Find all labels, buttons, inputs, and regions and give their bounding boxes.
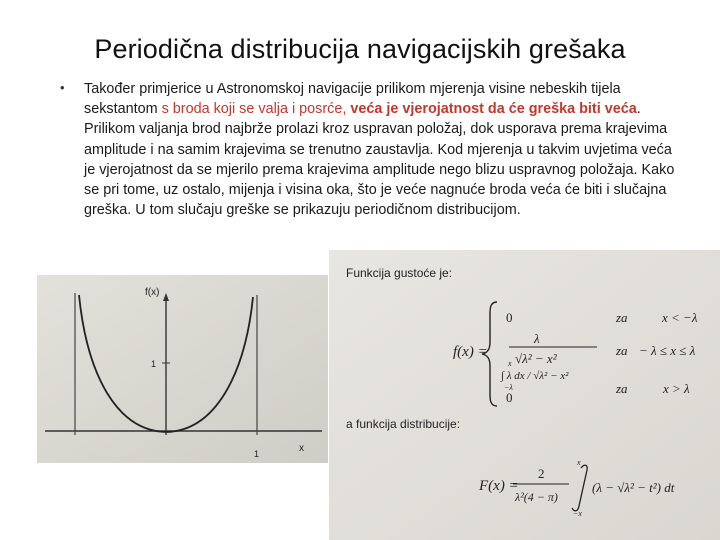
density-za-1: za xyxy=(616,310,628,325)
density-case3-integral: ∫ λ dx / √λ² − x² xyxy=(501,370,569,382)
distribution-lower: −x xyxy=(573,509,582,518)
graph-x-tick: 1 xyxy=(254,449,260,459)
density-cond-3: x > λ xyxy=(663,381,690,396)
graph-x-label: x xyxy=(299,443,304,454)
graph-y-label: f(x) xyxy=(145,287,160,298)
density-heading: Funkcija gustoće je: xyxy=(346,266,453,280)
distribution-upper: x xyxy=(577,458,581,467)
density-case4-value: 0 xyxy=(506,390,513,405)
slide-title: Periodična distribucija navigacijskih grešaka xyxy=(94,34,626,64)
distribution-integrand: (λ − √λ² − t²) dt xyxy=(592,480,675,495)
distribution-lhs: F(x) = xyxy=(479,478,519,494)
density-case3-lower: −λ xyxy=(504,383,513,392)
density-za-2: za xyxy=(616,343,628,358)
density-case2-denominator: √λ² − x² xyxy=(515,351,557,366)
density-case2-numerator: λ xyxy=(534,331,540,346)
density-lhs: f(x) = xyxy=(453,344,488,360)
density-za-3: za xyxy=(616,381,628,396)
distribution-numerator: 2 xyxy=(538,466,545,481)
density-cond-2: − λ ≤ x ≤ λ xyxy=(639,343,696,358)
distribution-denominator: λ²(4 − π) xyxy=(515,490,558,504)
graph-image xyxy=(37,275,328,463)
bullet-paragraph xyxy=(84,79,684,220)
distribution-heading: a funkcija distribucije: xyxy=(346,417,461,431)
density-cond-1: x < −λ xyxy=(662,310,698,325)
paragraph-highlight-1: s broda koji se valja i posrće, xyxy=(161,101,351,118)
density-case1-value: 0 xyxy=(506,310,513,325)
bullet-marker: • xyxy=(60,80,65,95)
paragraph-part-4: . Prilikom valjanja brod najbrže prolazi kroz uspravan položaj, dok usporava prema krajevima amplitude i na samim krajevima se trenutno zaustavlja. Kod mjerenja u takvim uvjetima veća je vjerojatnost da se mjerilo prema krajevima amplitude nego blizu uspravnog položaja. Kako se pri tome, uz ostalo, mijenja i visina oka, što je veće nagnuće broda veća će biti i slučajna greška. U tom slučaju greške se prikazuju periodičnom distribucijom. xyxy=(84,101,675,219)
density-case3-upper: x xyxy=(508,359,512,368)
formula-image xyxy=(329,250,720,540)
paragraph-highlight-bold: veća je vjerojatnost da će greška biti veća xyxy=(350,101,637,118)
graph-y-tick: 1 xyxy=(151,359,157,369)
paragraph-part-1: Također primjerice u Astronomskoj navigacije prilikom mjerenja visine nebeskih tijela sekstantom xyxy=(84,81,621,118)
